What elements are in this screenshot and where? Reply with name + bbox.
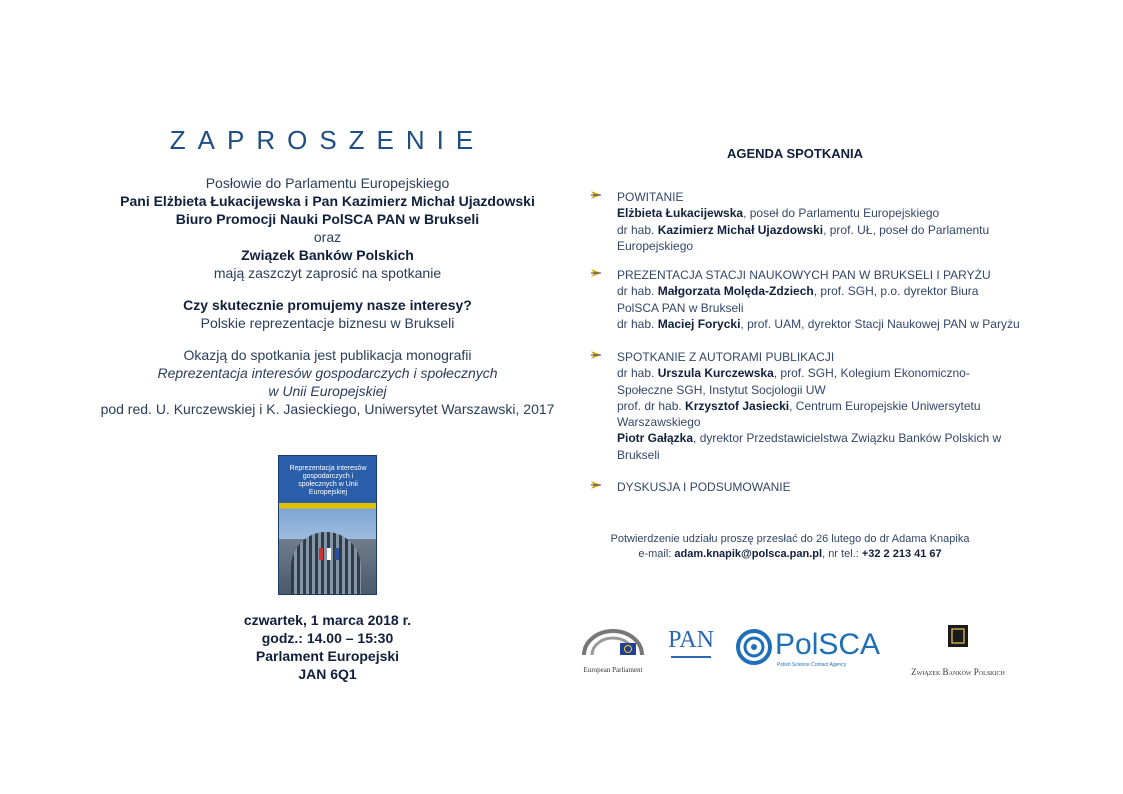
event-details [190,611,465,683]
meeting-question: Czy skutecznie promujemy nasze interesy? [183,297,472,313]
book-editors: pod red. U. Kurczewskiej i K. Jasieckiego, Uniwersytet Warszawski, 2017 [100,401,555,417]
invitation-line: Posłowie do Parlamentu Europejskiego [205,175,450,191]
european-parliament-logo [580,625,646,675]
occasion-text: Okazją do spotkania jest publikacja monografii [183,347,472,363]
pan-logo [665,626,717,672]
speaker-affiliation: , prof. SGH, Kolegium Ekonomiczno-Społeczne SGH, Instytut Socjologii UW [617,366,970,397]
polsca-logo-subtitle: Polish Science Contact Agency [777,662,847,668]
event-date: czwartek, 1 marca 2018 r. [243,612,412,628]
invitation-office: Biuro Promocji Nauki PolSCA PAN w Brukseli [175,211,480,227]
agenda-title: AGENDA SPOTKANIA [726,146,864,161]
invitation-line: mają zaszczyt zaprosić na spotkanie [213,265,442,281]
polsca-logo [735,628,881,674]
book-cover-title: Reprezentacja interesów gospodarczych i społecznych w Unii Europejskiej [289,465,367,496]
partner-logos [575,620,1025,680]
polsca-rings-icon [735,628,773,666]
speaker-title: dr hab. [617,316,658,331]
rsvp-text: Potwierdzenie udziału proszę przesłać do 26 lutego do dr Adama Knapika [610,533,970,545]
bullet-arrow-icon [590,189,602,201]
event-room: JAN 6Q1 [298,666,357,682]
speaker-affiliation: , Centrum Europejskie Uniwersytetu Warszawskiego [617,398,981,430]
book-cover-image [278,455,377,595]
invitation-conjunction: oraz [313,229,342,245]
bullet-arrow-icon [590,349,602,361]
zbp-emblem-icon [947,624,969,648]
speaker-name: Elżbieta Łukacijewska [617,206,744,221]
agenda-item-heading: POWITANIE [617,190,684,204]
agenda-item-heading: SPOTKANIE Z AUTORAMI PUBLIKACJI [617,350,835,364]
speaker-title: prof. dr hab. [617,398,686,413]
agenda-item-heading: PREZENTACJA STACJI NAUKOWYCH PAN W BRUKSELI I PARYŻU [617,268,991,282]
zbp-logo [893,624,1023,677]
speaker-affiliation: , prof. UAM, dyrektor Stacji Naukowej PAN w Paryżu [740,316,1020,331]
speaker-name: Krzysztof Jasiecki [685,398,790,413]
bullet-arrow-icon [590,479,602,491]
email-label: e-mail: [638,548,675,560]
pan-logo-text: PAN [668,627,714,653]
speaker-name: Kazimierz Michał Ujazdowski [657,222,824,237]
speaker-title: dr hab. [617,366,658,381]
book-title-line: Reprezentacja interesów gospodarczych i społecznych [157,365,498,381]
polsca-logo-text: PolSCA [775,628,881,661]
speaker-affiliation: , dyrektor Przedstawicielstwa Związku Banków Polskich w Brukseli [617,431,1002,462]
speaker-title: dr hab. [617,222,658,237]
speaker-name: Piotr Gałązka [617,431,694,446]
flag-shape [319,548,323,560]
event-time: godz.: 14.00 – 15:30 [261,630,394,646]
speaker-name: Maciej Forycki [657,316,741,331]
speaker-affiliation: , prof. SGH, p.o. dyrektor Biura PolSCA PAN w Brukseli [617,284,979,315]
speaker-affiliation: , poseł do Parlamentu Europejskiego [743,206,940,221]
email-link[interactable]: adam.knapik@polsca.pan.pl [674,548,823,560]
bullet-arrow-icon [590,267,602,279]
phone-label: , nr tel.: [822,548,862,560]
ep-logo-text: European Parliament [583,666,643,674]
agenda-item [590,267,1020,332]
agenda-item [590,349,1020,463]
rsvp-note [600,532,980,562]
agenda-item-heading: DYSKUSJA I PODSUMOWANIE [617,480,791,494]
building-illustration [291,532,361,594]
speaker-name: Małgorzata Molęda-Zdziech [657,284,814,299]
book-title-line: w Unii Europejskiej [268,383,387,399]
agenda-item [590,479,1020,495]
meeting-subtitle: Polskie reprezentacje biznesu w Brukseli [200,315,455,331]
speaker-name: Urszula Kurczewska [657,366,774,381]
flag-shape [327,548,331,560]
phone-number: +32 2 213 41 67 [861,548,942,560]
event-place: Parlament Europejski [255,648,400,664]
invitation-title: ZAPROSZENIE [169,125,486,155]
zbp-logo-text: Związek Banków Polskich [911,667,1005,677]
invitation-hosts: Pani Elżbieta Łukacijewska i Pan Kazimierz Michał Ujazdowski [120,193,535,209]
flag-shape [335,548,339,560]
agenda-item [590,189,1020,254]
invitation-bank-association: Związek Banków Polskich [241,247,414,263]
speaker-affiliation: , prof. UŁ, poseł do Parlamentu Europejskiego [617,222,990,253]
invitation-column [100,125,555,418]
speaker-title: dr hab. [617,284,658,299]
parliament-hemicycle-icon [580,625,646,661]
